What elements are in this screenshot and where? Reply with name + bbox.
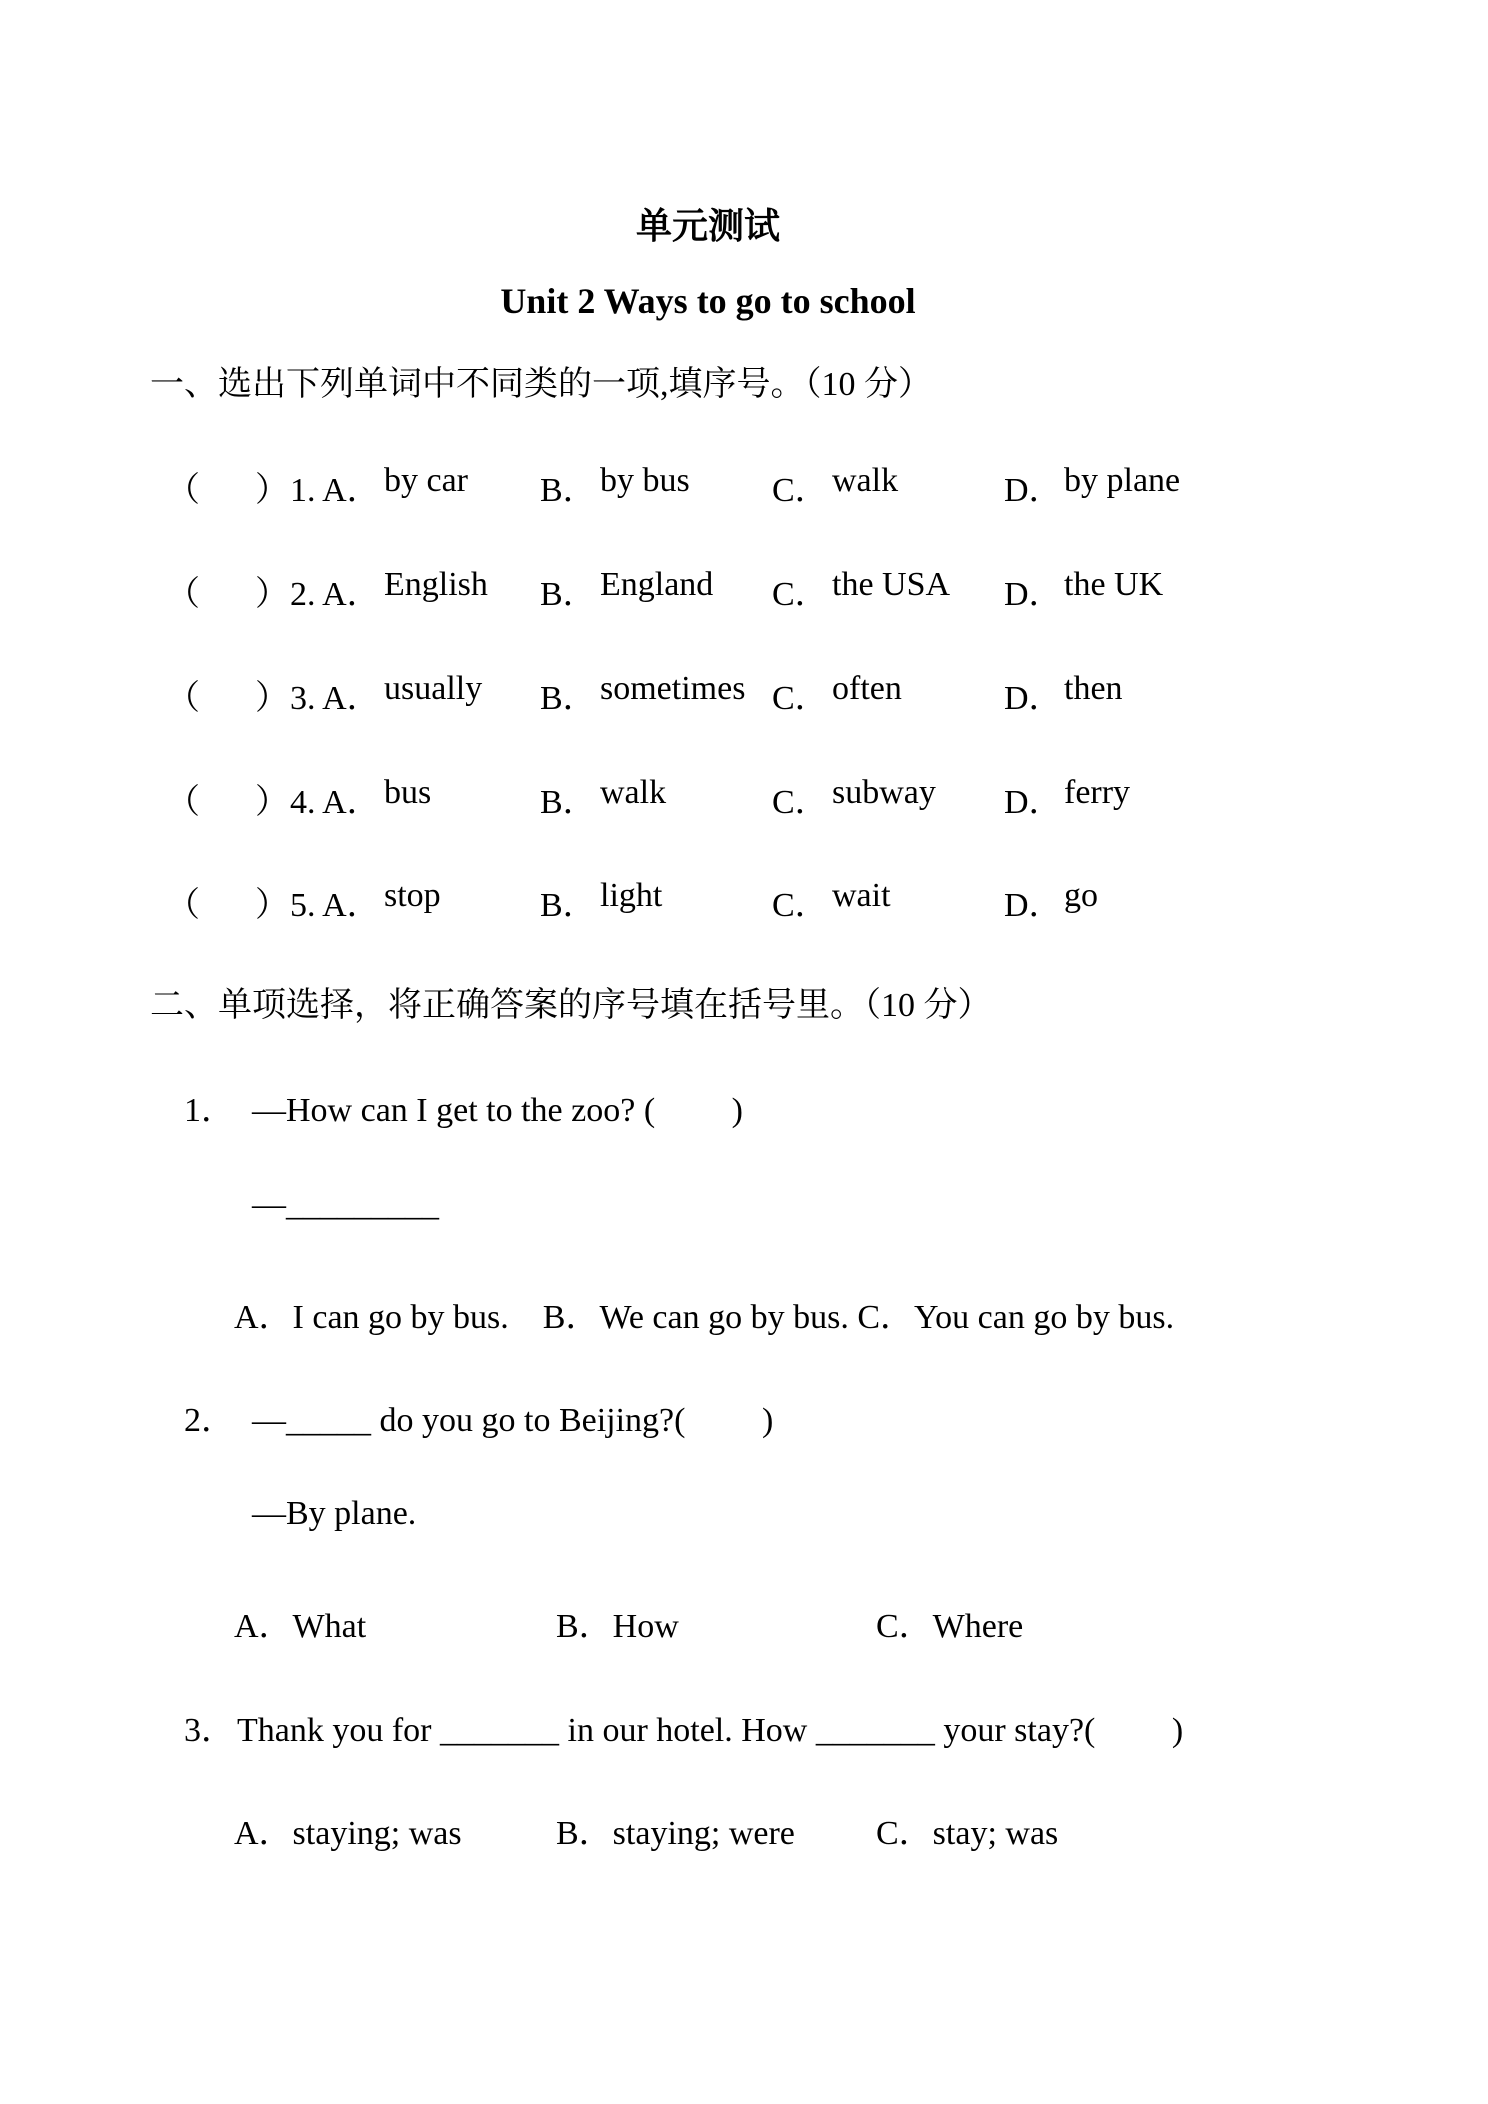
answer-paren-open: （ (166, 472, 200, 509)
option-c: C．Where (876, 1608, 1024, 1645)
answer-paren-open: （ (166, 887, 200, 924)
option-b-text: by bus (600, 462, 690, 499)
options-line: A．I can go by bus. B．We can go by bus. C．You can go by bus. (234, 1299, 1175, 1336)
option-d-label: D． (1004, 887, 1063, 924)
option-d-text: ferry (1064, 774, 1131, 811)
question-number: 4. A． (290, 784, 381, 821)
answer-paren-open: （ (166, 680, 200, 717)
option-b-text: England (600, 566, 714, 603)
option-a-text: stop (384, 877, 441, 914)
option-c-label: C． (772, 472, 829, 509)
answer-blank-line: —_________ (252, 1186, 439, 1223)
option-a: A．staying; was (234, 1815, 462, 1852)
answer-paren-close: ） (255, 576, 289, 613)
option-c-text: the USA (832, 566, 951, 603)
section2-heading: 二、单项选择，将正确答案的序号填在括号里。（10 分） (150, 987, 992, 1024)
answer-paren-close: ） (255, 784, 289, 821)
response-text: —By plane. (252, 1495, 417, 1532)
option-d-text: go (1064, 877, 1098, 914)
question-number: 2. A． (290, 576, 381, 613)
option-c-label: C． (772, 887, 829, 924)
option-d-text: by plane (1064, 462, 1181, 499)
option-c: C．stay; was (876, 1815, 1059, 1852)
option-d-label: D． (1004, 680, 1063, 717)
answer-paren-close: ） (255, 887, 289, 924)
answer-paren-open: （ (166, 784, 200, 821)
option-c-text: subway (832, 774, 936, 811)
option-a: A．What (234, 1608, 367, 1645)
question-number: 1． (184, 1092, 235, 1129)
question-number: 3. A． (290, 680, 381, 717)
option-d-label: D． (1004, 472, 1063, 509)
question-text: —_____ do you go to Beijing?( ) (252, 1402, 774, 1439)
question-text: Thank you for _______ in our hotel. How _______ your stay?( ) (237, 1712, 1184, 1749)
question-text: —How can I get to the zoo? ( ) (252, 1092, 743, 1129)
option-b-text: sometimes (600, 670, 746, 707)
option-b-label: B． (540, 680, 597, 717)
option-c-text: walk (832, 462, 899, 499)
option-d-text: the UK (1064, 566, 1164, 603)
option-c-text: often (832, 670, 902, 707)
question-number: 2． (184, 1402, 235, 1439)
option-a-text: English (384, 566, 488, 603)
option-a-text: bus (384, 774, 432, 811)
option-d-label: D． (1004, 576, 1063, 613)
option-b-label: B． (540, 887, 597, 924)
section1-heading: 一、选出下列单词中不同类的一项,填序号。（10 分） (150, 366, 932, 403)
option-c-label: C． (772, 576, 829, 613)
option-b-text: light (600, 877, 663, 914)
option-a-text: usually (384, 670, 483, 707)
answer-paren-open: （ (166, 576, 200, 613)
option-d-label: D． (1004, 784, 1063, 821)
option-a-text: by car (384, 462, 469, 499)
page-subtitle: Unit 2 Ways to go to school (500, 281, 916, 321)
answer-paren-close: ） (255, 680, 289, 717)
option-b-label: B． (540, 784, 597, 821)
option-b-text: walk (600, 774, 667, 811)
option-b: B．How (556, 1608, 679, 1645)
option-b-label: B． (540, 472, 597, 509)
answer-paren-close: ） (255, 472, 289, 509)
question-number: 3． (184, 1712, 235, 1749)
option-b-label: B． (540, 576, 597, 613)
option-d-text: then (1064, 670, 1123, 707)
option-c-label: C． (772, 784, 829, 821)
option-c-label: C． (772, 680, 829, 717)
option-c-text: wait (832, 877, 891, 914)
page-title: 单元测试 (635, 206, 780, 246)
question-number: 5. A． (290, 887, 381, 924)
option-b: B．staying; were (556, 1815, 795, 1852)
question-number: 1. A． (290, 472, 381, 509)
